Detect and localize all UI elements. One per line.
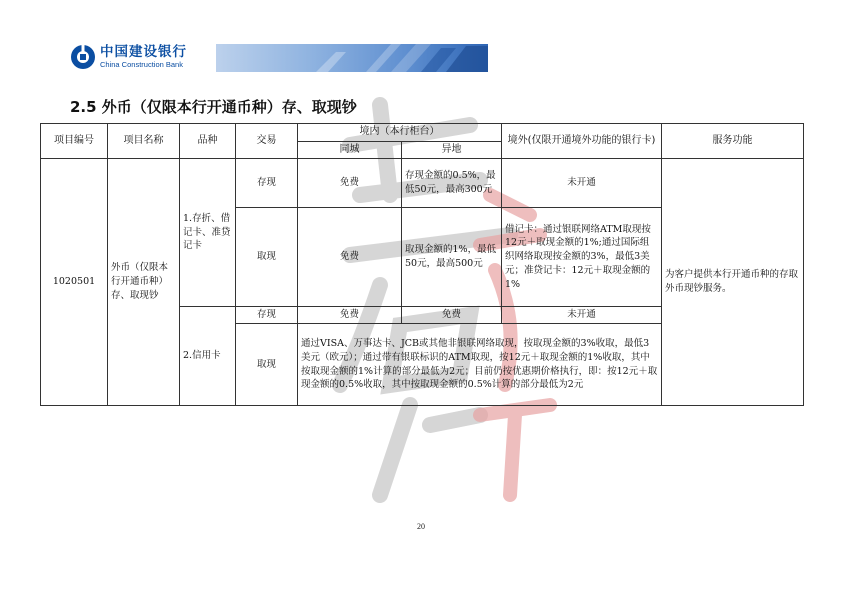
transaction-withdraw-2: 取现 (236, 324, 298, 406)
item-name-cell: 外币（仅限本行开通币种）存、取现钞 (108, 159, 180, 406)
page-header (70, 42, 488, 72)
same-city-deposit-1: 免费 (298, 159, 402, 208)
transaction-withdraw-1: 取现 (236, 208, 298, 307)
service-cell: 为客户提供本行开通币种的存取外币现钞服务。 (662, 159, 804, 406)
header-service: 服务功能 (662, 124, 804, 159)
transaction-deposit-1: 存现 (236, 159, 298, 208)
other-city-deposit-2: 免费 (402, 307, 502, 324)
same-city-deposit-2: 免费 (298, 307, 402, 324)
header-variety: 品种 (180, 124, 236, 159)
header-item-name: 项目名称 (108, 124, 180, 159)
overseas-deposit-1: 未开通 (502, 159, 662, 208)
transaction-deposit-2: 存现 (236, 307, 298, 324)
variety-cell-1: 1.存折、借记卡、准贷记卡 (180, 159, 236, 307)
overseas-withdraw-1: 借记卡：通过银联网络ATM取现按12元＋取现金额的1%;通过国际组织网络取现按金额的3%，最低3美元；准贷记卡：12元＋取现金额的1% (502, 208, 662, 307)
item-code-cell: 1020501 (41, 159, 108, 406)
same-city-withdraw-1: 免费 (298, 208, 402, 307)
header-transaction: 交易 (236, 124, 298, 159)
overseas-deposit-2: 未开通 (502, 307, 662, 324)
header-overseas: 境外(仅限开通境外功能的银行卡) (502, 124, 662, 159)
other-city-deposit-1: 存现金额的0.5%，最低50元，最高300元 (402, 159, 502, 208)
other-city-withdraw-1: 取现金额的1%，最低50元，最高500元 (402, 208, 502, 307)
ccb-logo-icon (70, 44, 96, 70)
section-title: 2.5 外币（仅限本行开通币种）存、取现钞 (70, 98, 357, 116)
header-item-code: 项目编号 (41, 124, 108, 159)
logo-english-name: China Construction Bank (100, 60, 183, 69)
credit-card-withdraw-fee: 通过VISA、万事达卡、JCB或其他非银联网络取现，按取现金额的3%收取，最低3美元（欧元）；通过带有银联标识的ATM取现，按12元＋取现金额的1%收取，其中按取现金额的1%计算的部分最低为2元；目前仍按优惠期价格执行，即：按12元＋取现金额的0.5%收取，其中按取现金额的0.5%计算的部分最低为2元 (298, 324, 662, 406)
variety-cell-2: 2.信用卡 (180, 307, 236, 406)
logo-chinese-name: 中国建设银行 (100, 43, 187, 60)
fee-table (40, 123, 804, 406)
header-banner-image (216, 44, 488, 72)
header-domestic: 境内（本行柜台） (298, 124, 502, 142)
header-other-city: 异地 (402, 141, 502, 159)
page-number: 20 (417, 522, 425, 531)
ccb-logo (70, 42, 216, 72)
header-same-city: 同城 (298, 141, 402, 159)
